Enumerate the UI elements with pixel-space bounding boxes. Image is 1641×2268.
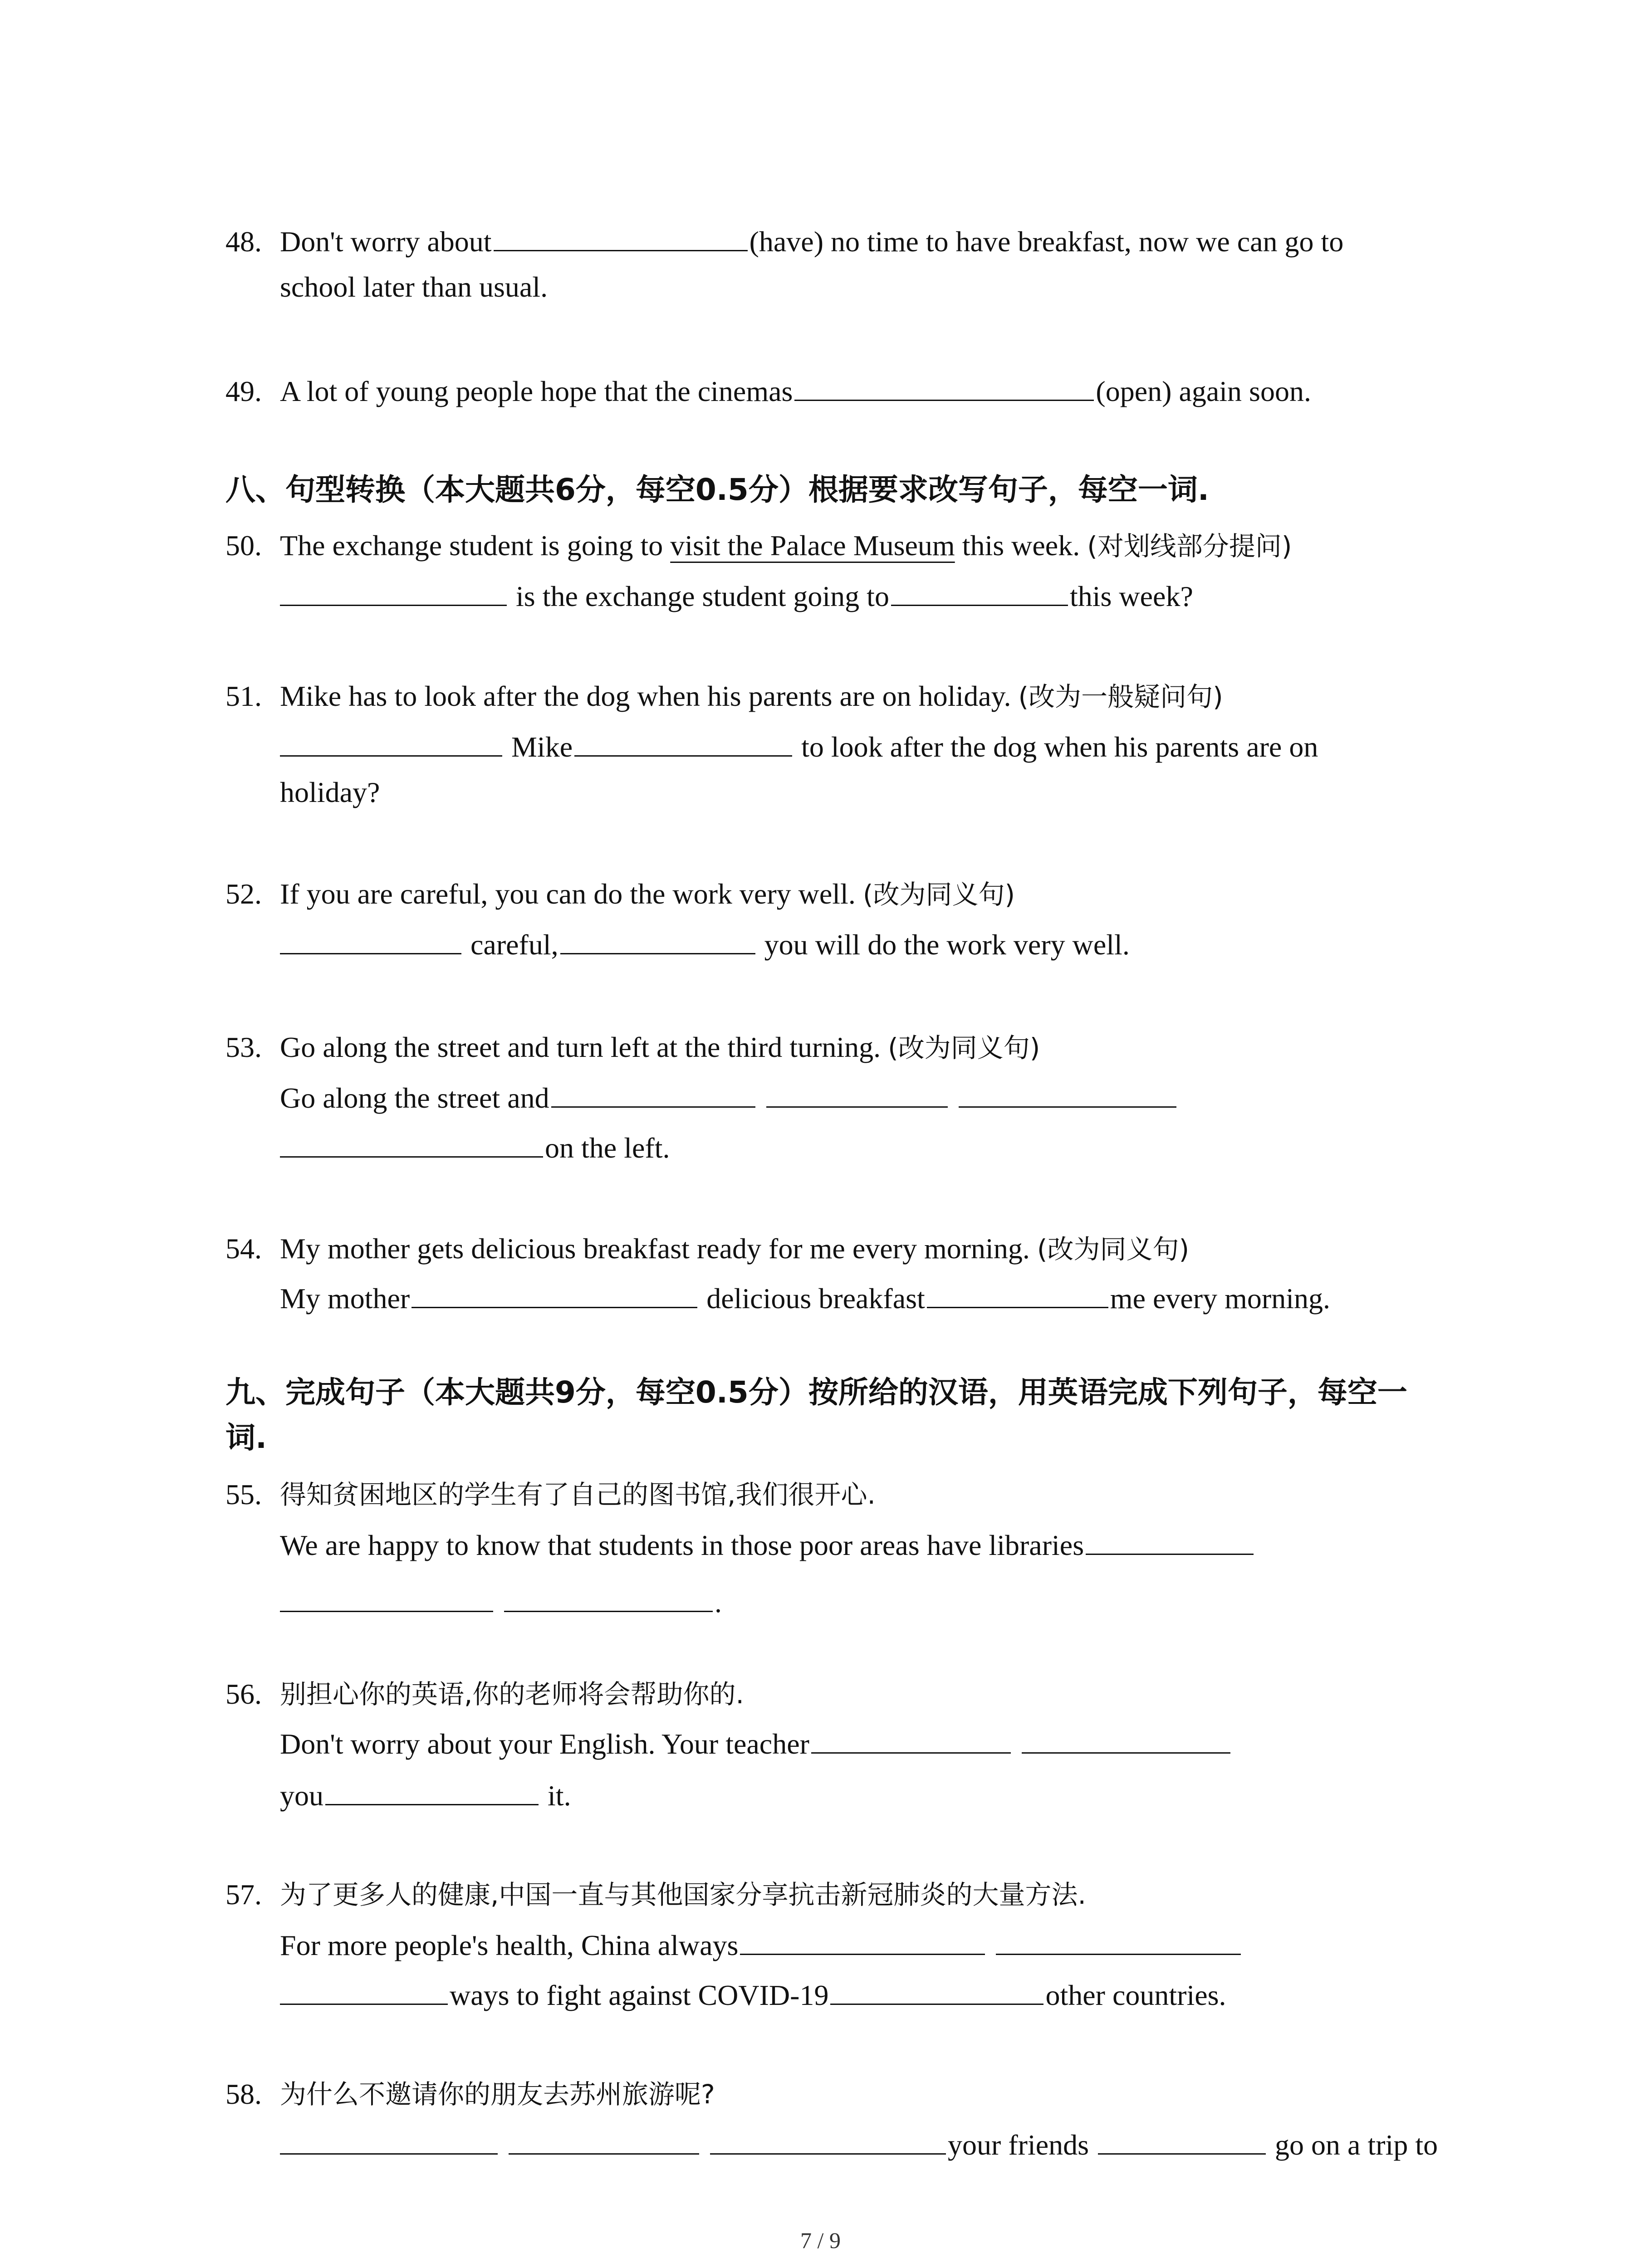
question-number: 56. <box>225 1678 262 1710</box>
answer-blank[interactable] <box>830 1975 1043 2005</box>
answer-blank[interactable] <box>959 1078 1176 1108</box>
question-55-chinese: 得知贫困地区的学生有了自己的图书馆,我们很开心. <box>280 1479 876 1510</box>
page-number: 7 / 9 <box>800 2228 841 2253</box>
section-9-heading-cont: 词. <box>225 1420 267 1455</box>
answer-blank[interactable] <box>740 1926 985 1955</box>
question-57-line3: ways to fight against COVID-19 other countries. <box>280 1975 1226 2016</box>
answer-blank[interactable] <box>1022 1724 1230 1754</box>
answer-blank[interactable] <box>280 1583 493 1612</box>
answer-blank[interactable] <box>509 2125 699 2155</box>
question-58-line2: your friends go on a trip to <box>280 2125 1438 2165</box>
question-48-line1: Don't worry about (have) no time to have breakfast, now we can go to <box>280 221 1343 262</box>
question-number: 58. <box>225 2078 262 2110</box>
question-51-line3: holiday? <box>280 776 380 808</box>
question-number: 55. <box>225 1478 262 1510</box>
answer-blank[interactable] <box>325 1776 539 1805</box>
section-9-heading: 九、完成句子（本大题共9分，每空0.5分）按所给的汉语，用英语完成下列句子，每空一 <box>225 1375 1407 1410</box>
question-number: 51. <box>225 680 262 712</box>
question-52-line1: If you are careful, you can do the work very well. (改为同义句) <box>280 878 1015 910</box>
answer-blank[interactable] <box>280 1128 543 1158</box>
question-number: 54. <box>225 1232 262 1265</box>
section-8-heading: 八、句型转换（本大题共6分，每空0.5分）根据要求改写句子，每空一词. <box>225 472 1209 507</box>
instruction-hint: (改为同义句) <box>888 1032 1040 1063</box>
answer-blank[interactable] <box>1086 1525 1254 1555</box>
answer-blank[interactable] <box>891 577 1068 606</box>
answer-blank[interactable] <box>411 1279 697 1308</box>
question-number: 57. <box>225 1878 262 1911</box>
question-56-line2: Don't worry about your English. Your teacher <box>280 1724 1232 1765</box>
answer-blank[interactable] <box>280 577 507 606</box>
question-number: 48. <box>225 225 262 258</box>
question-56-chinese: 别担心你的英语,你的老师将会帮助你的. <box>280 1679 744 1710</box>
question-number: 52. <box>225 878 262 910</box>
question-57-line2: For more people's health, China always <box>280 1925 1243 1966</box>
answer-blank[interactable] <box>794 371 1094 401</box>
answer-blank[interactable] <box>504 1583 713 1612</box>
answer-blank[interactable] <box>280 1975 448 2005</box>
instruction-hint: (改为同义句) <box>862 879 1015 910</box>
answer-blank[interactable] <box>494 222 748 251</box>
question-58-chinese: 为什么不邀请你的朋友去苏州旅游呢? <box>280 2079 715 2110</box>
answer-blank[interactable] <box>280 727 502 757</box>
question-number: 53. <box>225 1031 262 1063</box>
answer-blank[interactable] <box>710 2125 946 2155</box>
question-57-chinese: 为了更多人的健康,中国一直与其他国家分享抗击新冠肺炎的大量方法. <box>280 1879 1086 1910</box>
underlined-phrase: visit the Palace Museum <box>670 529 955 562</box>
answer-blank[interactable] <box>551 1078 755 1108</box>
answer-blank[interactable] <box>574 727 792 757</box>
answer-blank[interactable] <box>1098 2125 1266 2155</box>
question-56-line3: you it. <box>280 1775 571 1816</box>
answer-blank[interactable] <box>811 1724 1011 1754</box>
answer-blank[interactable] <box>927 1279 1108 1308</box>
question-51-line2: Mike to look after the dog when his parents are on <box>280 727 1318 767</box>
answer-blank[interactable] <box>766 1078 948 1108</box>
instruction-hint: (对划线部分提问) <box>1087 531 1292 562</box>
answer-blank[interactable] <box>560 925 755 954</box>
question-53-line3: on the left. <box>280 1128 670 1168</box>
question-50-line1: The exchange student is going to visit the Palace Museum this week. (对划线部分提问) <box>280 529 1292 562</box>
instruction-hint: (改为同义句) <box>1037 1234 1190 1265</box>
question-55-line2: We are happy to know that students in those poor areas have libraries <box>280 1525 1255 1566</box>
answer-blank[interactable] <box>996 1926 1241 1955</box>
question-54-line1: My mother gets delicious breakfast ready for me every morning. (改为同义句) <box>280 1232 1190 1265</box>
question-number: 50. <box>225 529 262 562</box>
question-52-line2: careful, you will do the work very well. <box>280 924 1130 965</box>
question-53-line1: Go along the street and turn left at the third turning. (改为同义句) <box>280 1031 1040 1063</box>
question-50-line2: is the exchange student going to this week? <box>280 576 1193 617</box>
question-51-line1: Mike has to look after the dog when his parents are on holiday. (改为一般疑问句) <box>280 680 1223 712</box>
question-54-line2: My mother delicious breakfast me every morning. <box>280 1278 1330 1319</box>
question-number: 49. <box>225 375 262 407</box>
instruction-hint: (改为一般疑问句) <box>1018 681 1223 712</box>
answer-blank[interactable] <box>280 925 461 954</box>
question-53-line2: Go along the street and <box>280 1078 1178 1119</box>
question-48-line2: school later than usual. <box>280 271 548 303</box>
question-55-line3: . <box>280 1582 722 1623</box>
answer-blank[interactable] <box>280 2125 498 2155</box>
question-49-line1: A lot of young people hope that the cinemas (open) again soon. <box>280 371 1311 412</box>
